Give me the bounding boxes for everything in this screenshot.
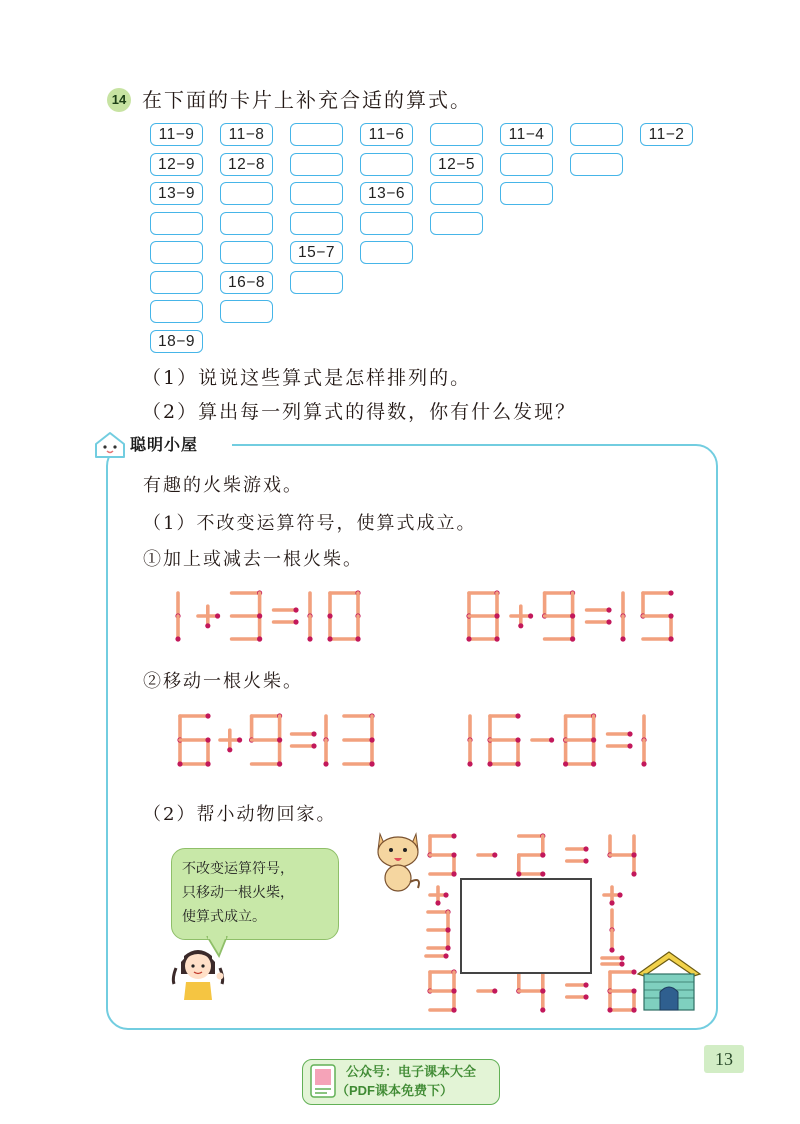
bubble-line-2: 只移动一根火柴， xyxy=(182,885,294,901)
match-head xyxy=(293,619,298,624)
match-head xyxy=(516,871,521,876)
match-head xyxy=(323,761,328,766)
match-head xyxy=(609,947,614,952)
match-head xyxy=(570,636,575,641)
match-head xyxy=(355,636,360,641)
step1-text: ①加上或减去一根火柴。 xyxy=(143,549,363,570)
match-head xyxy=(205,761,210,766)
match-head xyxy=(668,636,673,641)
match-head xyxy=(627,731,632,736)
match-head xyxy=(668,590,673,595)
expression-card: 15−7 xyxy=(290,241,343,264)
match-head xyxy=(466,636,471,641)
match-head xyxy=(494,613,499,618)
match-head xyxy=(518,623,523,628)
match-head xyxy=(445,945,450,950)
match-head xyxy=(492,852,497,857)
match-head xyxy=(583,994,588,999)
match-head xyxy=(619,955,624,960)
sub-question-1: （1）说说这些算式是怎样排列的。 xyxy=(142,367,472,389)
match-head xyxy=(607,1007,612,1012)
match-head xyxy=(549,737,554,742)
match-head xyxy=(627,743,632,748)
match-head xyxy=(307,636,312,641)
match-head xyxy=(540,988,545,993)
match-head xyxy=(257,636,262,641)
bubble-line-3: 使算式成立。 xyxy=(182,909,266,925)
match-head xyxy=(515,761,520,766)
match-head xyxy=(451,833,456,838)
match-head xyxy=(227,747,232,752)
match-head xyxy=(451,988,456,993)
match-head xyxy=(631,852,636,857)
question-prompt: 在下面的卡片上补充合适的算式。 xyxy=(142,88,472,112)
part1-text: （1）不改变运算符号，使算式成立。 xyxy=(143,513,477,534)
expression-card: 13−6 xyxy=(360,182,413,205)
sub-question-2: （2）算出每一列算式的得数，你有什么发现？ xyxy=(142,401,577,423)
expression-card: 11−6 xyxy=(360,123,413,146)
match-head xyxy=(445,927,450,932)
match-head xyxy=(583,982,588,987)
match-head xyxy=(215,613,220,618)
match-head xyxy=(451,1007,456,1012)
step2-text: ②移动一根火柴。 xyxy=(143,671,303,692)
match-head xyxy=(205,737,210,742)
match-head xyxy=(494,636,499,641)
expression-card: 11−8 xyxy=(220,123,273,146)
match-head xyxy=(369,761,374,766)
match-head xyxy=(257,613,262,618)
part2-text: （2）帮小动物回家。 xyxy=(143,804,337,825)
match-head xyxy=(327,636,332,641)
match-head xyxy=(606,607,611,612)
match-head xyxy=(570,613,575,618)
match-head xyxy=(277,737,282,742)
match-head xyxy=(369,737,374,742)
match-head xyxy=(641,761,646,766)
footer-line-1: 公众号：电子课本大全 xyxy=(346,1064,477,1079)
doghouse-illustration xyxy=(634,948,704,1014)
footer-line-2: （PDF课本免费下） xyxy=(336,1083,454,1098)
match-head xyxy=(528,613,533,618)
match-head xyxy=(443,953,448,958)
expression-card: 18−9 xyxy=(150,330,203,353)
expression-card: 11−2 xyxy=(640,123,693,146)
expression-card: 12−9 xyxy=(150,153,203,176)
match-head xyxy=(205,713,210,718)
match-head xyxy=(467,761,472,766)
match-head xyxy=(583,858,588,863)
match-head xyxy=(487,761,492,766)
match-head xyxy=(327,613,332,618)
match-head xyxy=(515,713,520,718)
bubble-line-1: 不改变运算符号， xyxy=(182,861,294,877)
page-number: 13 xyxy=(704,1045,744,1073)
match-head xyxy=(311,743,316,748)
match-head xyxy=(583,846,588,851)
expression-card: 13−9 xyxy=(150,182,203,205)
match-head xyxy=(563,761,568,766)
match-head xyxy=(609,900,614,905)
expression-card: 16−8 xyxy=(220,271,273,294)
intro-text: 有趣的火柴游戏。 xyxy=(143,475,303,496)
match-head xyxy=(451,852,456,857)
match-head xyxy=(515,737,520,742)
cat-illustration xyxy=(372,828,424,894)
match-head xyxy=(451,871,456,876)
match-head xyxy=(591,737,596,742)
match-head xyxy=(668,613,673,618)
match-head xyxy=(540,852,545,857)
section-title: 聪明小屋 xyxy=(130,437,199,454)
match-head xyxy=(237,737,242,742)
puzzle-frame xyxy=(460,878,592,974)
question-number: 14 xyxy=(107,88,131,112)
match-head xyxy=(435,900,440,905)
expression-card: 12−5 xyxy=(430,153,483,176)
match-head xyxy=(606,619,611,624)
match-head xyxy=(591,761,596,766)
match-head xyxy=(443,892,448,897)
match-head xyxy=(492,988,497,993)
match-head xyxy=(277,761,282,766)
expression-card: 11−9 xyxy=(150,123,203,146)
match-head xyxy=(620,636,625,641)
girl-illustration xyxy=(168,940,228,1000)
expression-card: 11−4 xyxy=(500,123,553,146)
match-head xyxy=(617,892,622,897)
expression-card: 12−8 xyxy=(220,153,273,176)
match-head xyxy=(177,761,182,766)
match-head xyxy=(540,871,545,876)
match-head xyxy=(311,731,316,736)
match-head xyxy=(631,871,636,876)
match-head xyxy=(205,623,210,628)
match-head xyxy=(619,961,624,966)
match-head xyxy=(293,607,298,612)
speech-bubble xyxy=(171,848,339,940)
match-head xyxy=(540,1007,545,1012)
match-head xyxy=(175,636,180,641)
book-icon xyxy=(309,1063,337,1099)
